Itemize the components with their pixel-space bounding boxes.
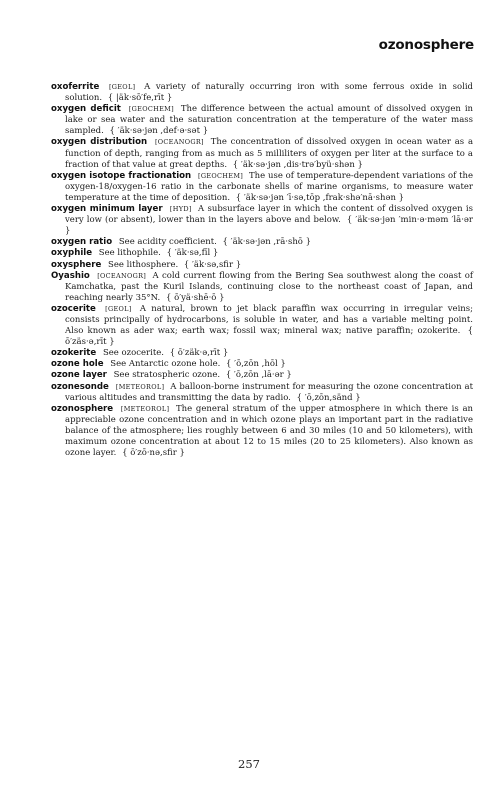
definition-text: A variety of naturally occurring iron with some ferrous oxide in solid solution.: [65, 82, 473, 104]
definition-text: The use of temperature-dependent variations of the oxygen-18/oxygen-16 ratio in the carbonate shells of marine organisms, to measure water temperature at the time of deposition.: [65, 170, 474, 203]
definition-text: A balloon-borne instrument for measuring the ozone concentration at various altitudes and transmitting the data by radio.: [65, 381, 474, 403]
pronunciation: { ′ō,zōn ,lā·ər }: [225, 370, 292, 381]
definition-text: A subsurface layer in which the content of dissolved oxygen is very low (or absent), lower than in the layers above and below.: [65, 204, 474, 226]
headword: oxoferrite: [51, 82, 100, 92]
headword: Oyashio: [51, 270, 90, 281]
dictionary-entry: [51, 348, 473, 359]
pronunciation: { ′äk·sə·jən ′ī·sə,tōp ,frak·shə′nā·shən }: [235, 192, 405, 203]
headword: ozonosphere: [51, 403, 114, 414]
subject-label: [GEOL]: [105, 304, 132, 313]
dictionary-entry: [51, 260, 473, 271]
dictionary-entry: [51, 271, 473, 304]
running-head: ozonosphere: [378, 37, 474, 53]
subject-label: [OCEANOGR]: [154, 138, 204, 147]
dictionary-entry: [51, 382, 473, 404]
headword: oxygen isotope fractionation: [51, 170, 192, 181]
pronunciation: { ′äk·sə,sfir }: [183, 259, 242, 270]
entry-list: [51, 82, 473, 459]
dictionary-entry: [51, 304, 473, 348]
definition-text: See ozocerite.: [102, 348, 164, 359]
dictionary-entry: [51, 171, 473, 204]
pronunciation: { ō′yä·shē·ō }: [165, 292, 225, 303]
subject-label: [METEOROL]: [120, 404, 170, 413]
subject-label: [GEOCHEM]: [198, 171, 244, 180]
dictionary-entry: [51, 237, 473, 248]
dictionary-entry: [51, 248, 473, 259]
dictionary-entry: [51, 82, 473, 104]
headword: oxygen distribution: [51, 137, 148, 148]
dictionary-entry: [51, 359, 473, 370]
definition-text: The difference between the actual amount of dissolved oxygen in lake or sea water and the saturation concentration at the temperature of the water mass sampled.: [65, 104, 474, 137]
pronunciation: { ō′zō·nə,sfir }: [122, 448, 185, 459]
definition-text: See acidity coefficient.: [118, 237, 217, 248]
definition-text: See Antarctic ozone hole.: [110, 359, 221, 370]
headword: oxygen ratio: [51, 237, 113, 248]
subject-label: [GEOCHEM]: [128, 105, 174, 114]
definition-text: A cold current flowing from the Bering Sea southwest along the coast of Kamchatka, past the Kuril Islands, continuing close to the northeast coast of Japan, and reaching nearly 35°N.: [65, 270, 474, 303]
dictionary-entry: [51, 137, 473, 170]
pronunciation: { ō′zäk·ə,rīt }: [169, 348, 229, 359]
pronunciation: { |äk·sō′fe,rīt }: [107, 93, 173, 104]
dictionary-entry: [51, 404, 473, 459]
page-number: 257: [238, 757, 260, 771]
dictionary-entry: [51, 370, 473, 381]
headword: ozonesonde: [51, 381, 109, 392]
definition-text: See lithophile.: [98, 248, 161, 259]
headword: oxyphile: [51, 248, 93, 259]
headword: ozokerite: [51, 348, 97, 359]
pronunciation: { ′ō,zōn ,hōl }: [226, 359, 286, 370]
subject-label: [METEOROL]: [115, 382, 165, 391]
pronunciation: { ′äk·sə·jən ′min·ə·məm ′lā·ər }: [65, 215, 473, 237]
headword: oxysphere: [51, 259, 102, 270]
definition-text: The concentration of dissolved oxygen in ocean water as a function of depth, ranging from as much as 5 milliliters of oxygen per liter at the surface to a fraction of that value at great depths.: [65, 137, 474, 170]
definition-text: See stratospheric ozone.: [113, 370, 221, 381]
definition-text: The general stratum of the upper atmosphere in which there is an appreciable ozone concentration and in which ozone plays an important part in the radiative balance of the atmosphere; lies roughly between 6 and 30 miles (10 and 50 kilometers), with maximum ozone concentration at about 12 to 15 miles (20 to 25 kilometers). Also known as ozone layer.: [65, 403, 474, 459]
dictionary-entry: [51, 204, 473, 237]
subject-label: [GEOL]: [108, 83, 136, 91]
dictionary-entry: [51, 104, 473, 137]
headword: ozocerite: [51, 303, 96, 314]
definition-text: A natural, brown to jet black paraffin wax occurring in irregular veins; consists principally of hydrocarbons, is soluble in water, and has a variable melting point. Also known as ader wax; earth wax; fossil wax; mineral wax; native paraffin; ozokerite.: [65, 303, 473, 337]
headword: oxygen deficit: [51, 104, 121, 115]
subject-label: [HYD]: [169, 205, 192, 214]
pronunciation: { ō′zäs·ə,rīt }: [65, 326, 473, 348]
pronunciation: { ′äk·sə·jən ,def·ə·sət }: [109, 126, 209, 137]
headword: oxygen minimum layer: [51, 204, 163, 215]
headword: ozone layer: [51, 370, 107, 381]
definition-text: See lithosphere.: [108, 259, 179, 270]
pronunciation: { ′äk·sə,fīl }: [166, 248, 219, 259]
headword: ozone hole: [51, 359, 104, 370]
pronunciation: { ′äk·sə·jən ,dis·trə′byü·shən }: [232, 159, 363, 170]
pronunciation: { ′äk·sə·jən ,rā·shō }: [222, 237, 312, 248]
pronunciation: { ′ō,zōn,sänd }: [296, 392, 361, 403]
subject-label: [OCEANOGR]: [97, 271, 147, 280]
